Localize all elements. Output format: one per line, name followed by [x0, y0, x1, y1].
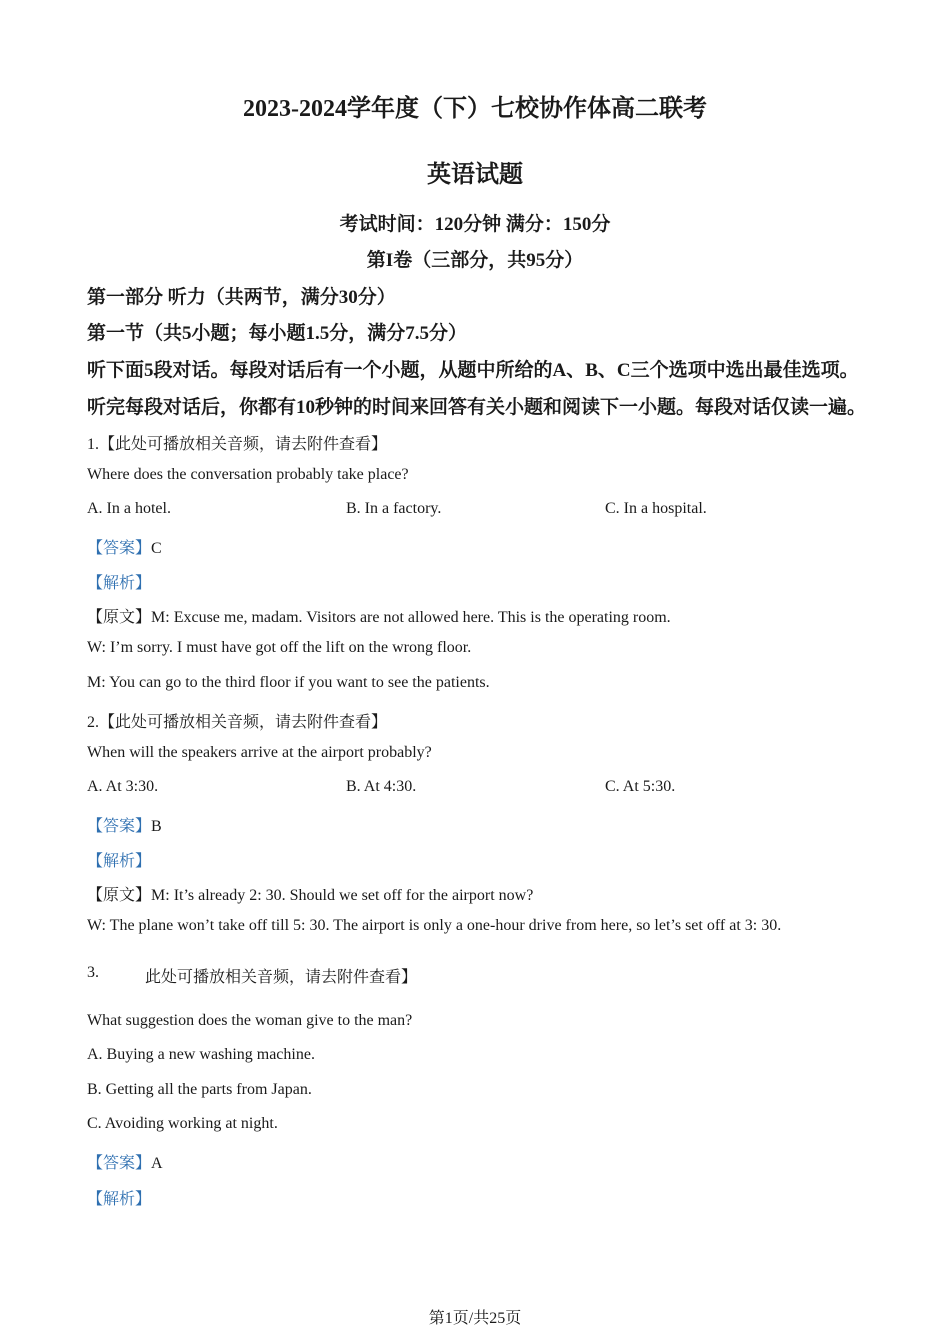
question-1-option-c: C. In a hospital. — [605, 500, 707, 517]
question-3-option-b: B. Getting all the parts from Japan. — [87, 1081, 312, 1098]
question-3-audio-note: 此处可播放相关音频，请去附件查看】 — [145, 969, 418, 986]
original-label: 【原文】 — [87, 609, 152, 626]
question-3-answer — [87, 1150, 163, 1173]
question-2-option-a: A. At 3:30. — [87, 778, 159, 795]
volume-title: 第I卷（三部分，共95分） — [366, 250, 584, 271]
question-1-option-a: A. In a hotel. — [87, 500, 171, 517]
original-label: 【原文】 — [87, 887, 152, 904]
question-1-option-b: B. In a factory. — [346, 500, 442, 517]
exam-title: 2023-2024学年度（下）七校协作体高二联考 — [243, 96, 707, 122]
question-3-option-c: C. Avoiding working at night. — [87, 1115, 278, 1132]
question-1-answer — [87, 535, 162, 558]
question-2-option-b: B. At 4:30. — [346, 778, 417, 795]
exam-info: 考试时间：120分钟 满分：150分 — [339, 214, 611, 235]
answer-label: 【答案】 — [87, 540, 152, 557]
question-2-stem: When will the speakers arrive at the airport probably? — [87, 744, 432, 761]
answer-value: A — [151, 1155, 163, 1172]
question-1-transcript-3: M: You can go to the third floor if you want to see the patients. — [87, 674, 490, 691]
question-2-transcript-2: W: The plane won’t take off till 5: 30. The airport is only a one-hour drive from here, so let’s set off at 3: 30. — [87, 917, 782, 934]
question-1-analysis-label: 【解析】 — [87, 575, 152, 592]
question-2-transcript-1 — [87, 882, 533, 905]
transcript-line: M: Excuse me, madam. Visitors are not allowed here. This is the operating room. — [151, 609, 671, 626]
instruction-line-1: 听下面5段对话。每段对话后有一个小题，从题中所给的A、B、C三个选项中选出最佳选项。 — [87, 360, 859, 381]
audio-note: 【此处可播放相关音频，请去附件查看】 — [99, 436, 388, 453]
question-2-analysis-label: 【解析】 — [87, 853, 152, 870]
question-2-option-c: C. At 5:30. — [605, 778, 676, 795]
answer-label: 【答案】 — [87, 1155, 152, 1172]
answer-value: C — [151, 540, 162, 557]
question-2-audio — [87, 709, 387, 732]
transcript-line: M: It’s already 2: 30. Should we set off for the airport now? — [151, 887, 534, 904]
subject-title: 英语试题 — [427, 162, 523, 188]
question-3-stem: What suggestion does the woman give to the man? — [87, 1012, 413, 1029]
instruction-line-2: 听完每段对话后，你都有10秒钟的时间来回答有关小题和阅读下一小题。每段对话仅读一遍。 — [87, 397, 867, 418]
question-number: 1. — [87, 436, 99, 453]
question-3-analysis-label: 【解析】 — [87, 1191, 152, 1208]
question-1-audio — [87, 431, 387, 454]
audio-note: 【此处可播放相关音频，请去附件查看】 — [99, 714, 388, 731]
question-3-option-a: A. Buying a new washing machine. — [87, 1046, 315, 1063]
question-1-transcript-1 — [87, 604, 671, 627]
question-3-number: 3. — [87, 964, 99, 981]
question-number: 2. — [87, 714, 99, 731]
answer-label: 【答案】 — [87, 818, 152, 835]
part-heading: 第一部分 听力（共两节，满分30分） — [87, 287, 396, 308]
question-1-transcript-2: W: I’m sorry. I must have got off the lift on the wrong floor. — [87, 639, 472, 656]
answer-value: B — [151, 818, 162, 835]
question-1-stem: Where does the conversation probably take place? — [87, 466, 409, 483]
question-2-answer — [87, 813, 162, 836]
subpart-heading: 第一节（共5小题；每小题1.5分，满分7.5分） — [87, 323, 468, 344]
page-footer: 第1页/共25页 — [428, 1310, 522, 1327]
